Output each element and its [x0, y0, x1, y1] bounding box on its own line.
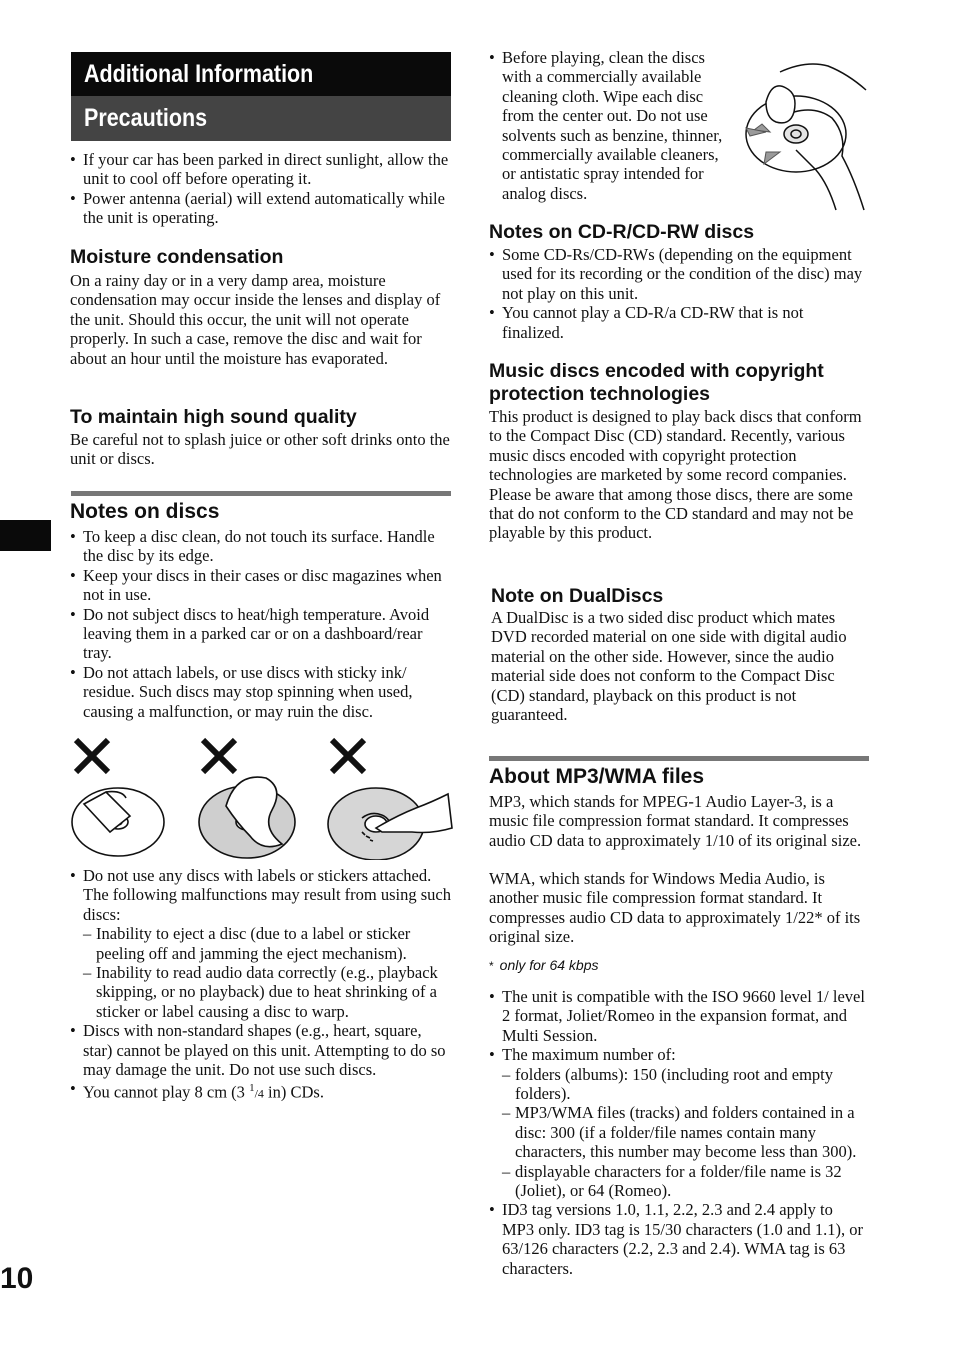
shapes-bullet: • Discs with non-standard shapes (e.g., heart, square, star) cannot be played on this unit. Attempting to do so may damage the unit. Do not use such discs.	[70, 1021, 452, 1079]
moisture-body: On a rainy day or in a very damp area, moisture condensation may occur inside the lenses and display of the unit. Should this occur, the unit will not operate properly. In such a case, remove the disc and wait for about an hour until the moisture has evaporated.	[70, 271, 441, 368]
disc-with-sticker-icon	[199, 777, 295, 858]
page-edge-tab	[0, 520, 51, 551]
disc-warnings-list	[70, 866, 452, 1104]
max-item: – MP3/WMA files (tracks) and folders contained in a disc: 300 (if a folder/file names contain many characters, this number may become less than 300).	[502, 1103, 869, 1161]
discs-heading: Notes on discs	[70, 500, 220, 523]
page-number: 10	[0, 1262, 34, 1295]
dualdisc-heading: Note on DualDiscs	[491, 585, 664, 607]
disc-with-label-icon	[72, 788, 164, 856]
section-rule	[489, 756, 869, 761]
cd8-suffix: in) CDs.	[263, 1082, 324, 1102]
section-subtitle-text: Precautions	[84, 104, 208, 132]
intro-bullet-list	[70, 150, 450, 228]
copyright-heading: Music discs encoded with copyright protection technologies	[489, 360, 824, 405]
max-item: – folders (albums): 150 (including root and empty folders).	[502, 1065, 869, 1104]
cross-mark-icon	[203, 740, 235, 772]
intro-bullet: • If your car has been parked in direct sunlight, allow the unit to cool off before operating it.	[70, 150, 450, 189]
cd8-prefix: You cannot play 8 cm (3	[83, 1082, 250, 1102]
sound-body: Be careful not to splash juice or other soft drinks onto the unit or discs.	[70, 430, 450, 469]
malfunction-item: – Inability to eject a disc (due to a label or sticker peeling off and jamming the eject mechanism).	[83, 924, 452, 963]
cd8-sup: 1	[249, 1082, 255, 1095]
cleaning-bullet: • Before playing, clean the discs with a commercially available cleaning cloth. Wipe each disc from the center out. Do not use solvents such as benzine, thinner, commercially available cleaners, or antistatic spray intended for analog discs.	[489, 48, 734, 203]
cdr-heading: Notes on CD-R/CD-RW discs	[489, 221, 755, 243]
max-list	[502, 1065, 869, 1201]
cross-mark-icon	[332, 740, 364, 772]
section-title	[71, 52, 451, 96]
section-subtitle	[71, 96, 451, 141]
discs-bullet: • Keep your discs in their cases or disc magazines when not in use.	[70, 566, 452, 605]
discs-bullet-list	[70, 527, 452, 721]
malfunction-intro: The following malfunctions may result from using such discs:	[83, 885, 451, 924]
compat-bullet: • The unit is compatible with the ISO 9660 level 1/ level 2 format, Joliet/Romeo in the expansion format, and Multi Session.	[489, 987, 869, 1045]
section-title-text: Additional Information	[84, 60, 314, 88]
mp3-para-2: WMA, which stands for Windows Media Audio, is another music file compression format standard. It compresses audio CD data to approximately 1/22* of its original size.	[489, 869, 861, 947]
cdr-bullet: • Some CD-Rs/CD-RWs (depending on the equipment used for its recording or the condition of the disc) may not play on this unit.	[489, 245, 869, 303]
mp3-heading: About MP3/WMA files	[489, 765, 705, 788]
cdr-bullet: • You cannot play a CD-R/a CD-RW that is not finalized.	[489, 303, 869, 342]
sound-heading: To maintain high sound quality	[70, 406, 357, 428]
disc-cleaning-icon	[736, 60, 872, 212]
malfunction-list	[83, 924, 452, 1021]
disc-with-residue-icon	[328, 788, 452, 860]
id3-bullet: • ID3 tag versions 1.0, 1.1, 2.2, 2.3 and 2.4 apply to MP3 only. ID3 tag is 15/30 characters (1.0 and 1.1), or 63/126 characters (2.2, 2.3 and 2.4). WMA tag is 63 characters.	[489, 1200, 869, 1278]
prohibited-discs-illustration	[66, 732, 454, 860]
max-bullet-text: The maximum number of:	[502, 1045, 676, 1065]
cd8-sub: /4	[254, 1086, 264, 1101]
cross-mark-icon	[76, 740, 108, 772]
intro-bullet: • Power antenna (aerial) will extend automatically while the unit is operating.	[70, 189, 450, 228]
discs-bullet: • Do not subject discs to heat/high temperature. Avoid leaving them in a parked car or on a dashboard/rear tray.	[70, 605, 452, 663]
cleaning-bullet-list	[489, 48, 734, 203]
discs-bullet: • Do not attach labels, or use discs with sticky ink/ residue. Such discs may stop spinning when used, causing a malfunction, or may ruin the disc.	[70, 663, 452, 721]
moisture-heading: Moisture condensation	[70, 246, 284, 268]
malfunction-item: – Inability to read audio data correctly (e.g., playback skipping, or no playback) due to heat shrinking of a sticker or label causing a disc to warp.	[83, 963, 452, 1021]
footnote-text: only for 64 kbps	[499, 957, 599, 973]
mp3-para-1: MP3, which stands for MPEG-1 Audio Layer-3, is a music file compression format standard. It compresses audio CD data to approximately 1/10 of its original size.	[489, 792, 862, 850]
max-item: – displayable characters for a folder/file name is 32 (Joliet), or 64 (Romeo).	[502, 1162, 869, 1201]
dualdisc-body: A DualDisc is a two sided disc product which mates DVD recorded material on one side with digital audio material on the other side. However, since the audio material side does not conform to the Compact Disc (CD) standard, playback on this product is not guaranteed.	[491, 608, 847, 725]
section-rule	[71, 491, 451, 496]
max-bullet	[489, 1045, 869, 1200]
labels-bullet-text: Do not use any discs with labels or stickers attached.	[83, 866, 432, 885]
copyright-body: This product is designed to play back discs that conform to the Compact Disc (CD) standard. Recently, various music discs encoded with copyright protection technologies are marketed by some record companies. Please be aware that among those discs, there are some that do not conform to the CD standard and may not be playable by this product.	[489, 407, 862, 543]
discs-bullet: • To keep a disc clean, do not touch its surface. Handle the disc by its edge.	[70, 527, 452, 566]
footnote	[489, 957, 599, 973]
footnote-mark: *	[489, 959, 494, 973]
mp3-bullet-list	[489, 987, 869, 1278]
labels-bullet	[70, 866, 452, 1021]
cd8-bullet	[70, 1079, 452, 1104]
cdr-bullet-list	[489, 245, 869, 342]
